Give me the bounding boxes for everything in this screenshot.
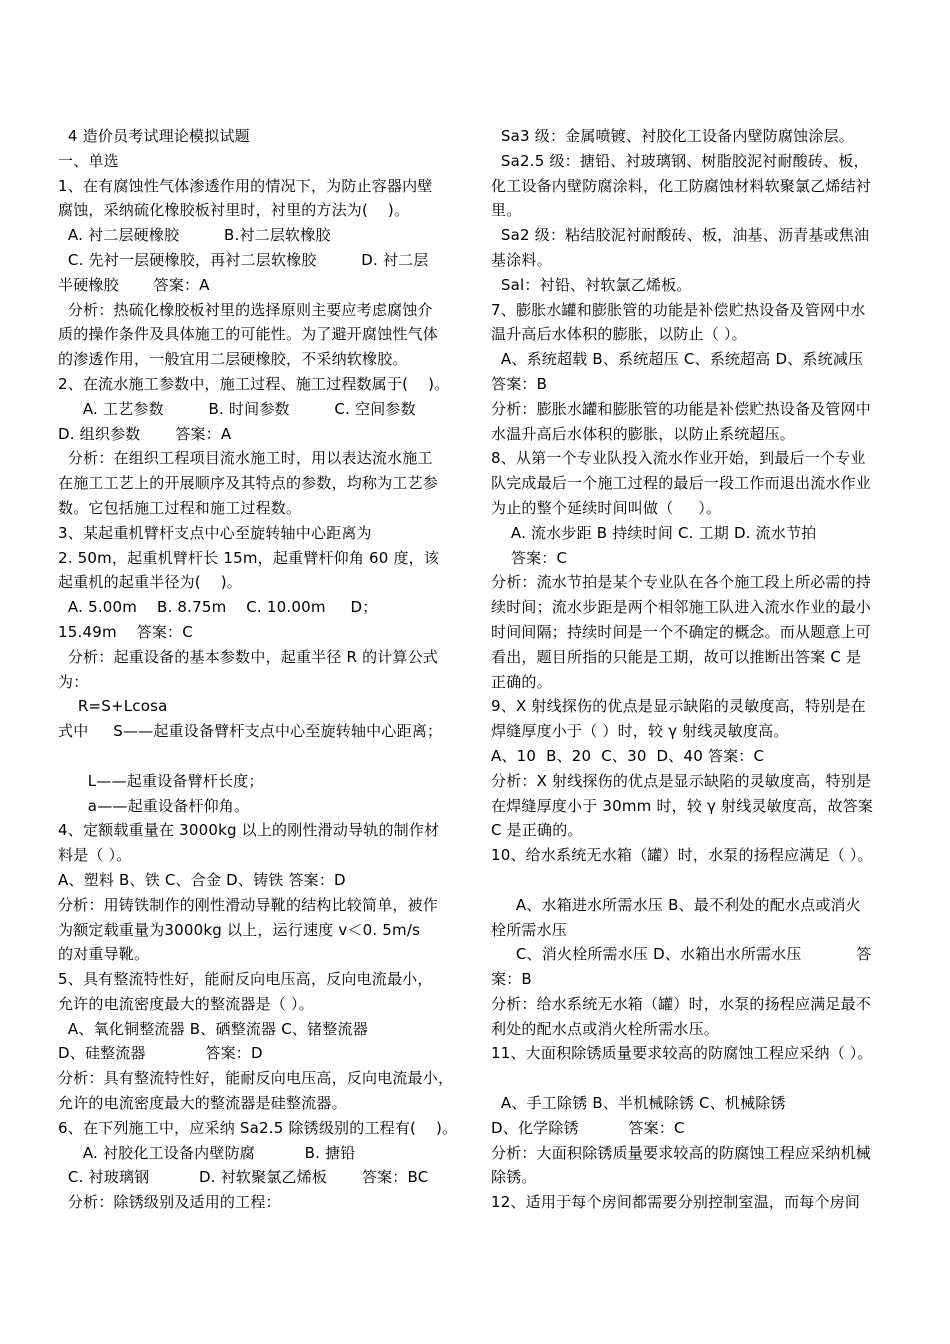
text-line: 分析：流水节拍是某个专业队在各个施工段上所必需的持 [491,573,872,592]
text-line: 15.49m 答案：C [58,622,193,641]
text-line: 水温升高后水体积的膨胀，以防止系统超压。 [491,424,796,443]
text-line: 的渗透作用，一般宜用二层硬橡胶，不采纳软橡胶。 [58,350,408,369]
text-line: 起重机的起重半径为( )。 [58,573,242,592]
text-line: 4 造价员考试理论模拟试题 [58,127,250,145]
text-line: A、水箱进水所需水压 B、最不利处的配水点或消火 [491,895,861,914]
text-line [491,1066,891,1091]
text-line: C、消火栓所需水压 D、水箱出水所需水压 答 [491,945,872,964]
text-line: 除锈。 [491,1168,537,1187]
text-line: A、氧化铜整流器 B、硒整流器 C、锗整流器 [58,1019,368,1038]
text-line: 式中 S——起重设备臂杆支点中心至旋转轴中心距离； [58,722,443,741]
text-line: 分析：在组织工程项目流水施工时，用以表达流水施工 [58,449,433,468]
text-line: 料是（ ）。 [58,846,132,865]
text-line: 数。它包括施工过程和施工过程数。 [58,498,302,517]
text-line: 10、给水系统无水箱（罐）时，水泵的扬程应满足（ ）。 [491,846,873,865]
text-line: 分析：具有整流特性好，能耐反向电压高，反向电流最小， [58,1069,454,1088]
text-line: 允许的电流密度最大的整流器是（ ）。 [58,994,314,1013]
text-line: 时间间隔；持续时间是一个不确定的概念。而从题意上可 [491,622,872,641]
text-line: 质的操作条件及具体施工的可能性。为了避开腐蚀性气体 [58,325,439,344]
text-line [58,744,468,769]
text-line: 5、具有整流特性好，能耐反向电压高，反向电流最小， [58,970,433,989]
text-line: Sa2.5 级：搪铅、衬玻璃钢、树脂胶泥衬耐酸砖、板， [491,151,869,170]
text-line: 4、定额载重量在 3000kg 以上的刚性滑动导轨的制作材 [58,821,440,840]
text-line: A. 衬二层硬橡胶 B.衬二层软橡胶 [58,226,331,245]
text-line: 12、适用于每个房间都需要分别控制室温，而每个房间 [491,1193,861,1212]
text-line: 一、单选 [58,151,119,170]
text-line: 2、在流水施工参数中，施工过程、施工过程数属于( )。 [58,374,450,393]
text-line: 续时间；流水步距是两个相邻施工队进入流水作业的最小 [491,598,872,617]
text-line: D、硅整流器 答案：D [58,1044,263,1063]
text-line: 基涂料。 [491,250,552,269]
text-line: A、塑料 B、铁 C、合金 D、铸铁 答案：D [58,870,346,889]
text-line: 案：B [491,970,532,989]
text-line: 正确的。 [491,672,552,691]
text-line: A、10 B、20 C、30 D、40 答案：C [491,746,765,765]
text-line: 6、在下列施工中，应采纳 Sa2.5 除锈级别的工程有( )。 [58,1118,458,1137]
text-line: 为额定载重量为3000kg 以上，运行速度 v＜0. 5m/s [58,920,421,939]
text-line: 分析：热硫化橡胶板衬里的选择原则主要应考虑腐蚀介 [58,300,433,319]
text-line: Sal：衬铅、衬软氯乙烯板。 [491,275,692,294]
text-line: 9、X 射线探伤的优点是显示缺陷的灵敏度高，特别是在 [491,697,866,716]
text-line: 1、在有腐蚀性气体渗透作用的情况下，为防止容器内壁 [58,176,433,195]
text-line: C. 先衬一层硬橡胶，再衬二层软橡胶 D. 衬二层 [58,250,429,269]
text-line: 2. 50m，起重机臂杆长 15m，起重臂杆仰角 60 度，该 [58,548,440,567]
text-line: A. 工艺参数 B. 时间参数 C. 空间参数 [58,399,416,418]
text-line: 里。 [491,201,522,220]
text-line: C. 衬玻璃钢 D. 衬软聚氯乙烯板 答案：BC [58,1168,429,1187]
text-line: A. 5.00m B. 8.75m C. 10.00m D； [58,598,378,617]
text-line: 的对重导靴。 [58,945,150,964]
text-line: 分析：大面积除锈质量要求较高的防腐蚀工程应采纳机械 [491,1143,872,1162]
text-line: 11、大面积除锈质量要求较高的防腐蚀工程应采纳（ ）。 [491,1044,873,1063]
text-line: A. 衬胶化工设备内壁防腐 B. 搪铅 [58,1143,356,1162]
text-line: A. 流水步距 B 持续时间 C. 工期 D. 流水节拍 [491,523,817,542]
text-line: R=S+Lcosa [58,697,168,716]
text-line: a——起重设备杆仰角。 [58,796,250,815]
text-line: 分析：起重设备的基本参数中，起重半径 R 的计算公式 [58,647,439,666]
text-line: D. 组织参数 答案：A [58,424,232,443]
text-line: 栓所需水压 [491,920,568,939]
text-line: 在焊缝厚度小于 30mm 时，较 γ 射线灵敏度高，故答案 [491,796,874,815]
text-line [491,868,891,893]
text-line: 为： [58,672,89,691]
right-text-column [491,124,891,1215]
text-line: C 是正确的。 [491,821,583,840]
text-line: Sa2 级：粘结胶泥衬耐酸砖、板，油基、沥青基或焦油 [491,226,870,245]
text-line: 分析：膨胀水罐和膨胀管的功能是补偿贮热设备及管网中 [491,399,872,418]
text-line: 化工设备内壁防腐涂料，化工防腐蚀材料软聚氯乙烯结衬 [491,176,872,195]
text-line: Sa3 级：金属喷镀、衬胶化工设备内壁防腐蚀涂层。 [491,127,854,145]
text-line: 答案：B [491,374,548,393]
text-line: 看出，题目所指的只能是工期，故可以推断出答案 C 是 [491,647,862,666]
text-line: 分析：用铸铁制作的刚性滑动导靴的结构比较简单，被作 [58,895,439,914]
text-line: 腐蚀，采纳硫化橡胶板衬里时，衬里的方法为( )。 [58,201,410,220]
text-line: 队完成最后一个施工过程的最后一段工作而退出流水作业 [491,474,872,493]
text-line: 利处的配水点或消火栓所需水压。 [491,1019,720,1038]
text-line: 温升高后水体积的膨胀，以防止（ ）。 [491,325,747,344]
text-line: 允许的电流密度最大的整流器是硅整流器。 [58,1094,347,1113]
text-line: 焊缝厚度小于（ ）时，较 γ 射线灵敏度高。 [491,722,789,741]
text-line: 分析：X 射线探伤的优点是显示缺陷的灵敏度高，特别是 [491,771,872,790]
text-line: 半硬橡胶 答案：A [58,275,210,294]
text-line: 在施工工艺上的开展顺序及其特点的参数，均称为工艺参 [58,474,439,493]
text-line: A、系统超载 B、系统超压 C、系统超高 D、系统减压 [491,350,864,369]
text-line: 8、从第一个专业队投入流水作业开始，到最后一个专业 [491,449,866,468]
left-text-column [58,124,468,1215]
text-line: L——起重设备臂杆长度； [58,771,264,790]
text-line: 分析：除锈级别及适用的工程： [58,1193,281,1212]
text-line: D、化学除锈 答案：C [491,1118,685,1137]
text-line: 答案：C [491,548,568,567]
text-line: 分析：给水系统无水箱（罐）时，水泵的扬程应满足最不 [491,994,872,1013]
text-line: 7、膨胀水罐和膨胀管的功能是补偿贮热设备及管网中水 [491,300,866,319]
text-line: A、手工除锈 B、半机械除锈 C、机械除锈 [491,1094,786,1113]
text-line: 为止的整个延续时间叫做（ ）。 [491,498,722,517]
text-line: 3、某起重机臂杆支点中心至旋转轴中心距离为 [58,523,372,542]
